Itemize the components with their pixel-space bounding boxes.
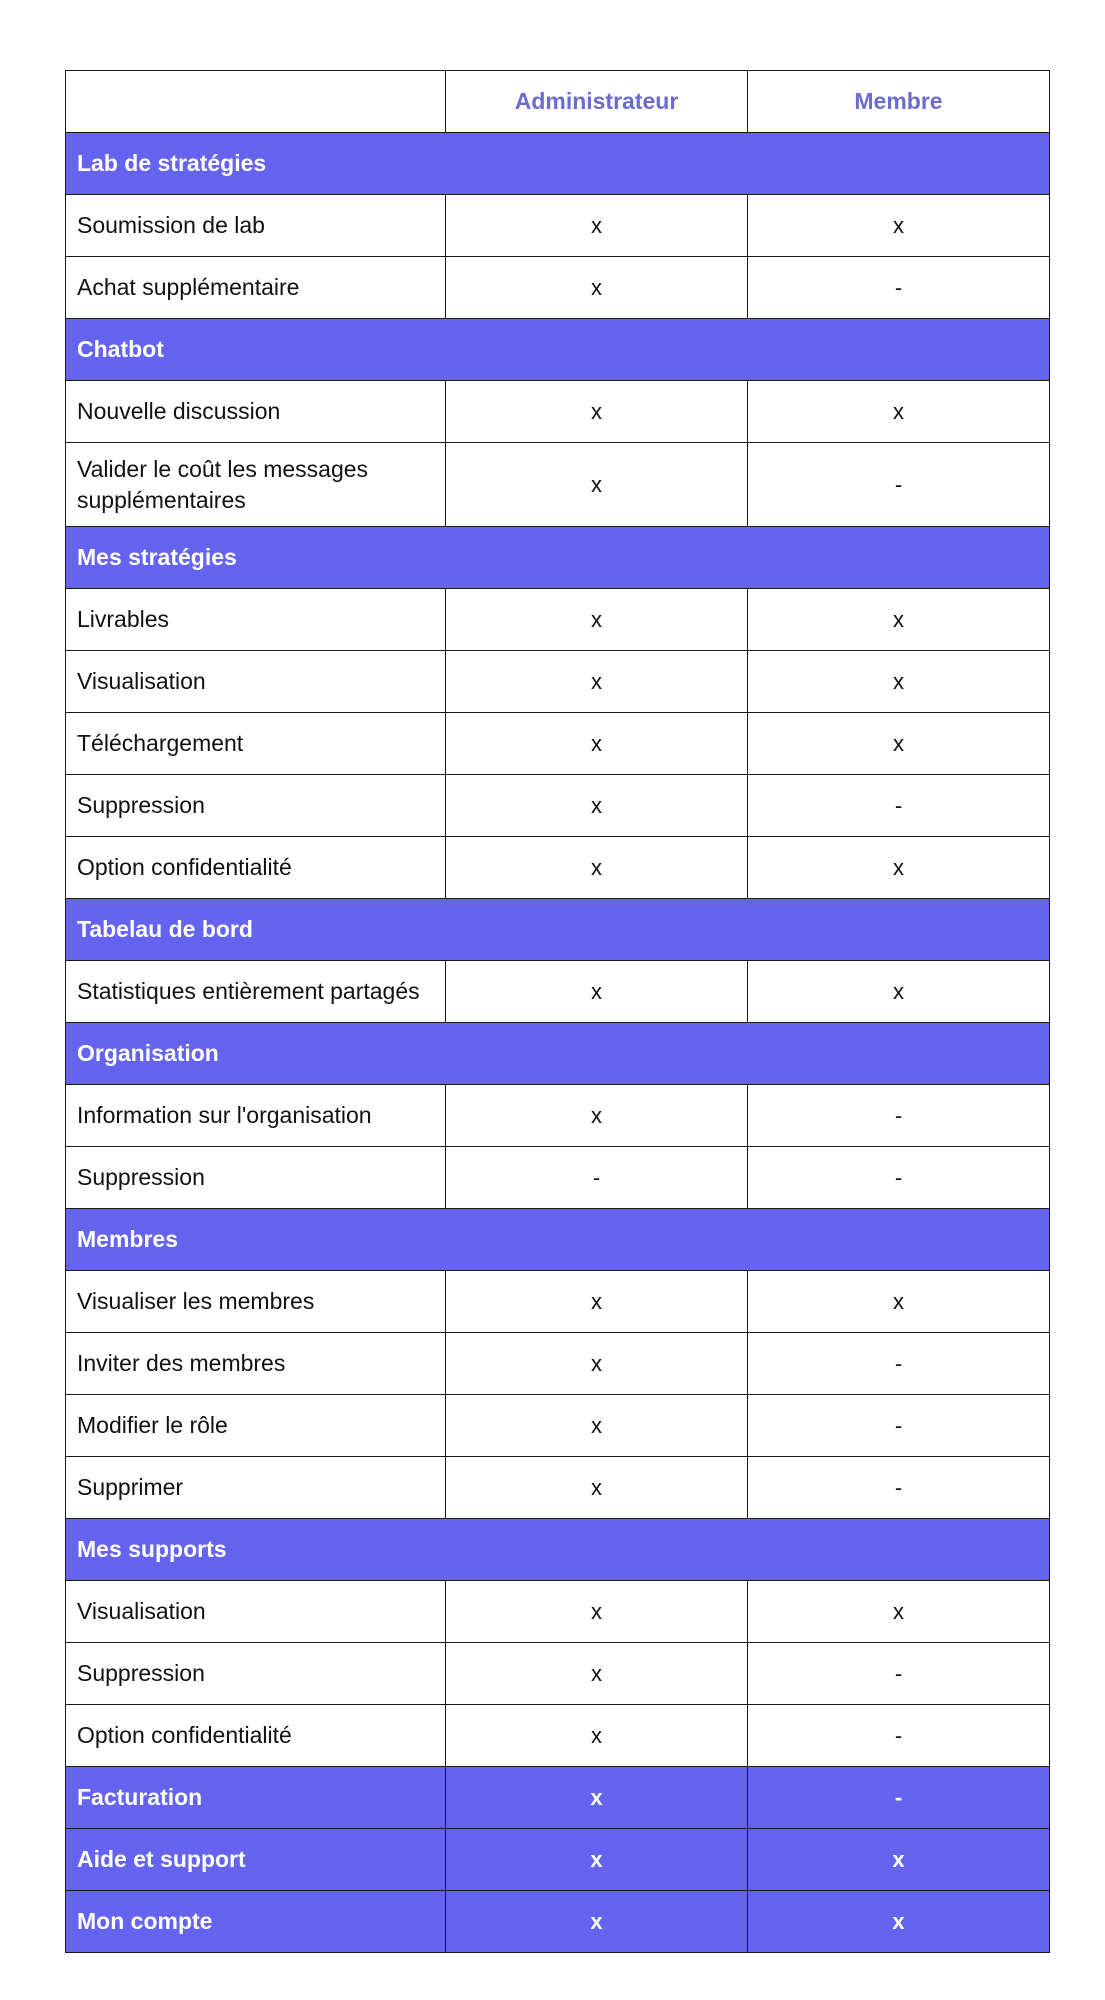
section-header-row xyxy=(66,1023,1050,1085)
table-row xyxy=(66,713,1050,775)
member-permission-cell: - xyxy=(748,775,1050,837)
table-row xyxy=(66,775,1050,837)
admin-permission-cell: x xyxy=(446,195,748,257)
member-permission-cell: x xyxy=(748,651,1050,713)
table-body xyxy=(66,133,1050,1953)
admin-permission-cell: x xyxy=(446,713,748,775)
section-label: Mes stratégies xyxy=(66,527,1050,589)
table-row xyxy=(66,1085,1050,1147)
admin-permission-cell: x xyxy=(446,1085,748,1147)
feature-label: Supprimer xyxy=(66,1457,446,1519)
table-row xyxy=(66,195,1050,257)
feature-label: Visualisation xyxy=(66,651,446,713)
member-permission-cell: x xyxy=(748,961,1050,1023)
admin-permission-cell: x xyxy=(446,589,748,651)
section-header-row xyxy=(66,1519,1050,1581)
section-header-row xyxy=(66,1209,1050,1271)
feature-label: Option confidentialité xyxy=(66,837,446,899)
feature-label: Option confidentialité xyxy=(66,1705,446,1767)
admin-permission-cell: x xyxy=(446,651,748,713)
member-permission-cell: x xyxy=(748,1271,1050,1333)
table-row xyxy=(66,1271,1050,1333)
admin-permission-cell: x xyxy=(446,1395,748,1457)
table-row xyxy=(66,381,1050,443)
admin-permission-cell: x xyxy=(446,1891,748,1953)
member-permission-cell: x xyxy=(748,1581,1050,1643)
member-permission-cell: - xyxy=(748,1457,1050,1519)
table-row xyxy=(66,1333,1050,1395)
feature-label: Mon compte xyxy=(66,1891,446,1953)
section-header-row xyxy=(66,527,1050,589)
table-row xyxy=(66,589,1050,651)
table-row xyxy=(66,1643,1050,1705)
member-permission-cell: x xyxy=(748,1891,1050,1953)
header-feature xyxy=(66,71,446,133)
member-permission-cell: x xyxy=(748,1829,1050,1891)
table-row xyxy=(66,443,1050,527)
admin-permission-cell: x xyxy=(446,1705,748,1767)
member-permission-cell: x xyxy=(748,713,1050,775)
admin-permission-cell: x xyxy=(446,1829,748,1891)
feature-label: Soumission de lab xyxy=(66,195,446,257)
section-header-row xyxy=(66,133,1050,195)
admin-permission-cell: x xyxy=(446,1333,748,1395)
admin-permission-cell: x xyxy=(446,1581,748,1643)
section-label: Mes supports xyxy=(66,1519,1050,1581)
member-permission-cell: - xyxy=(748,1333,1050,1395)
section-label: Membres xyxy=(66,1209,1050,1271)
feature-label: Suppression xyxy=(66,1643,446,1705)
admin-permission-cell: x xyxy=(446,1767,748,1829)
header-row xyxy=(66,71,1050,133)
table-row xyxy=(66,1581,1050,1643)
feature-label: Livrables xyxy=(66,589,446,651)
admin-permission-cell: x xyxy=(446,1457,748,1519)
admin-permission-cell: x xyxy=(446,443,748,527)
feature-label: Aide et support xyxy=(66,1829,446,1891)
feature-label: Nouvelle discussion xyxy=(66,381,446,443)
table-row xyxy=(66,1395,1050,1457)
feature-label: Valider le coût les messages supplémentaires xyxy=(66,443,446,527)
section-header-row xyxy=(66,899,1050,961)
feature-label: Visualisation xyxy=(66,1581,446,1643)
member-permission-cell: x xyxy=(748,837,1050,899)
permissions-table xyxy=(65,70,1050,1953)
member-permission-cell: - xyxy=(748,1085,1050,1147)
header-membre: Membre xyxy=(748,71,1050,133)
table-row xyxy=(66,1705,1050,1767)
admin-permission-cell: x xyxy=(446,381,748,443)
header-administrateur: Administrateur xyxy=(446,71,748,133)
section-label: Tabelau de bord xyxy=(66,899,1050,961)
member-permission-cell: - xyxy=(748,1643,1050,1705)
member-permission-cell: x xyxy=(748,589,1050,651)
admin-permission-cell: x xyxy=(446,775,748,837)
feature-label: Suppression xyxy=(66,1147,446,1209)
feature-label: Statistiques entièrement partagés xyxy=(66,961,446,1023)
member-permission-cell: - xyxy=(748,1395,1050,1457)
section-label: Organisation xyxy=(66,1023,1050,1085)
admin-permission-cell: x xyxy=(446,1271,748,1333)
admin-permission-cell: x xyxy=(446,837,748,899)
feature-label: Information sur l'organisation xyxy=(66,1085,446,1147)
feature-label: Visualiser les membres xyxy=(66,1271,446,1333)
table-row xyxy=(66,651,1050,713)
admin-permission-cell: x xyxy=(446,1643,748,1705)
member-permission-cell: - xyxy=(748,1147,1050,1209)
table-row xyxy=(66,1147,1050,1209)
table-row xyxy=(66,837,1050,899)
member-permission-cell: - xyxy=(748,443,1050,527)
feature-label: Facturation xyxy=(66,1767,446,1829)
member-permission-cell: - xyxy=(748,1705,1050,1767)
section-label: Lab de stratégies xyxy=(66,133,1050,195)
feature-label: Téléchargement xyxy=(66,713,446,775)
section-permission-row xyxy=(66,1767,1050,1829)
admin-permission-cell: - xyxy=(446,1147,748,1209)
member-permission-cell: - xyxy=(748,257,1050,319)
feature-label: Modifier le rôle xyxy=(66,1395,446,1457)
table-row xyxy=(66,1457,1050,1519)
feature-label: Inviter des membres xyxy=(66,1333,446,1395)
member-permission-cell: x xyxy=(748,381,1050,443)
member-permission-cell: x xyxy=(748,195,1050,257)
section-header-row xyxy=(66,319,1050,381)
section-permission-row xyxy=(66,1829,1050,1891)
feature-label: Suppression xyxy=(66,775,446,837)
admin-permission-cell: x xyxy=(446,961,748,1023)
section-permission-row xyxy=(66,1891,1050,1953)
feature-label: Achat supplémentaire xyxy=(66,257,446,319)
admin-permission-cell: x xyxy=(446,257,748,319)
section-label: Chatbot xyxy=(66,319,1050,381)
member-permission-cell: - xyxy=(748,1767,1050,1829)
table-row xyxy=(66,257,1050,319)
table-row xyxy=(66,961,1050,1023)
